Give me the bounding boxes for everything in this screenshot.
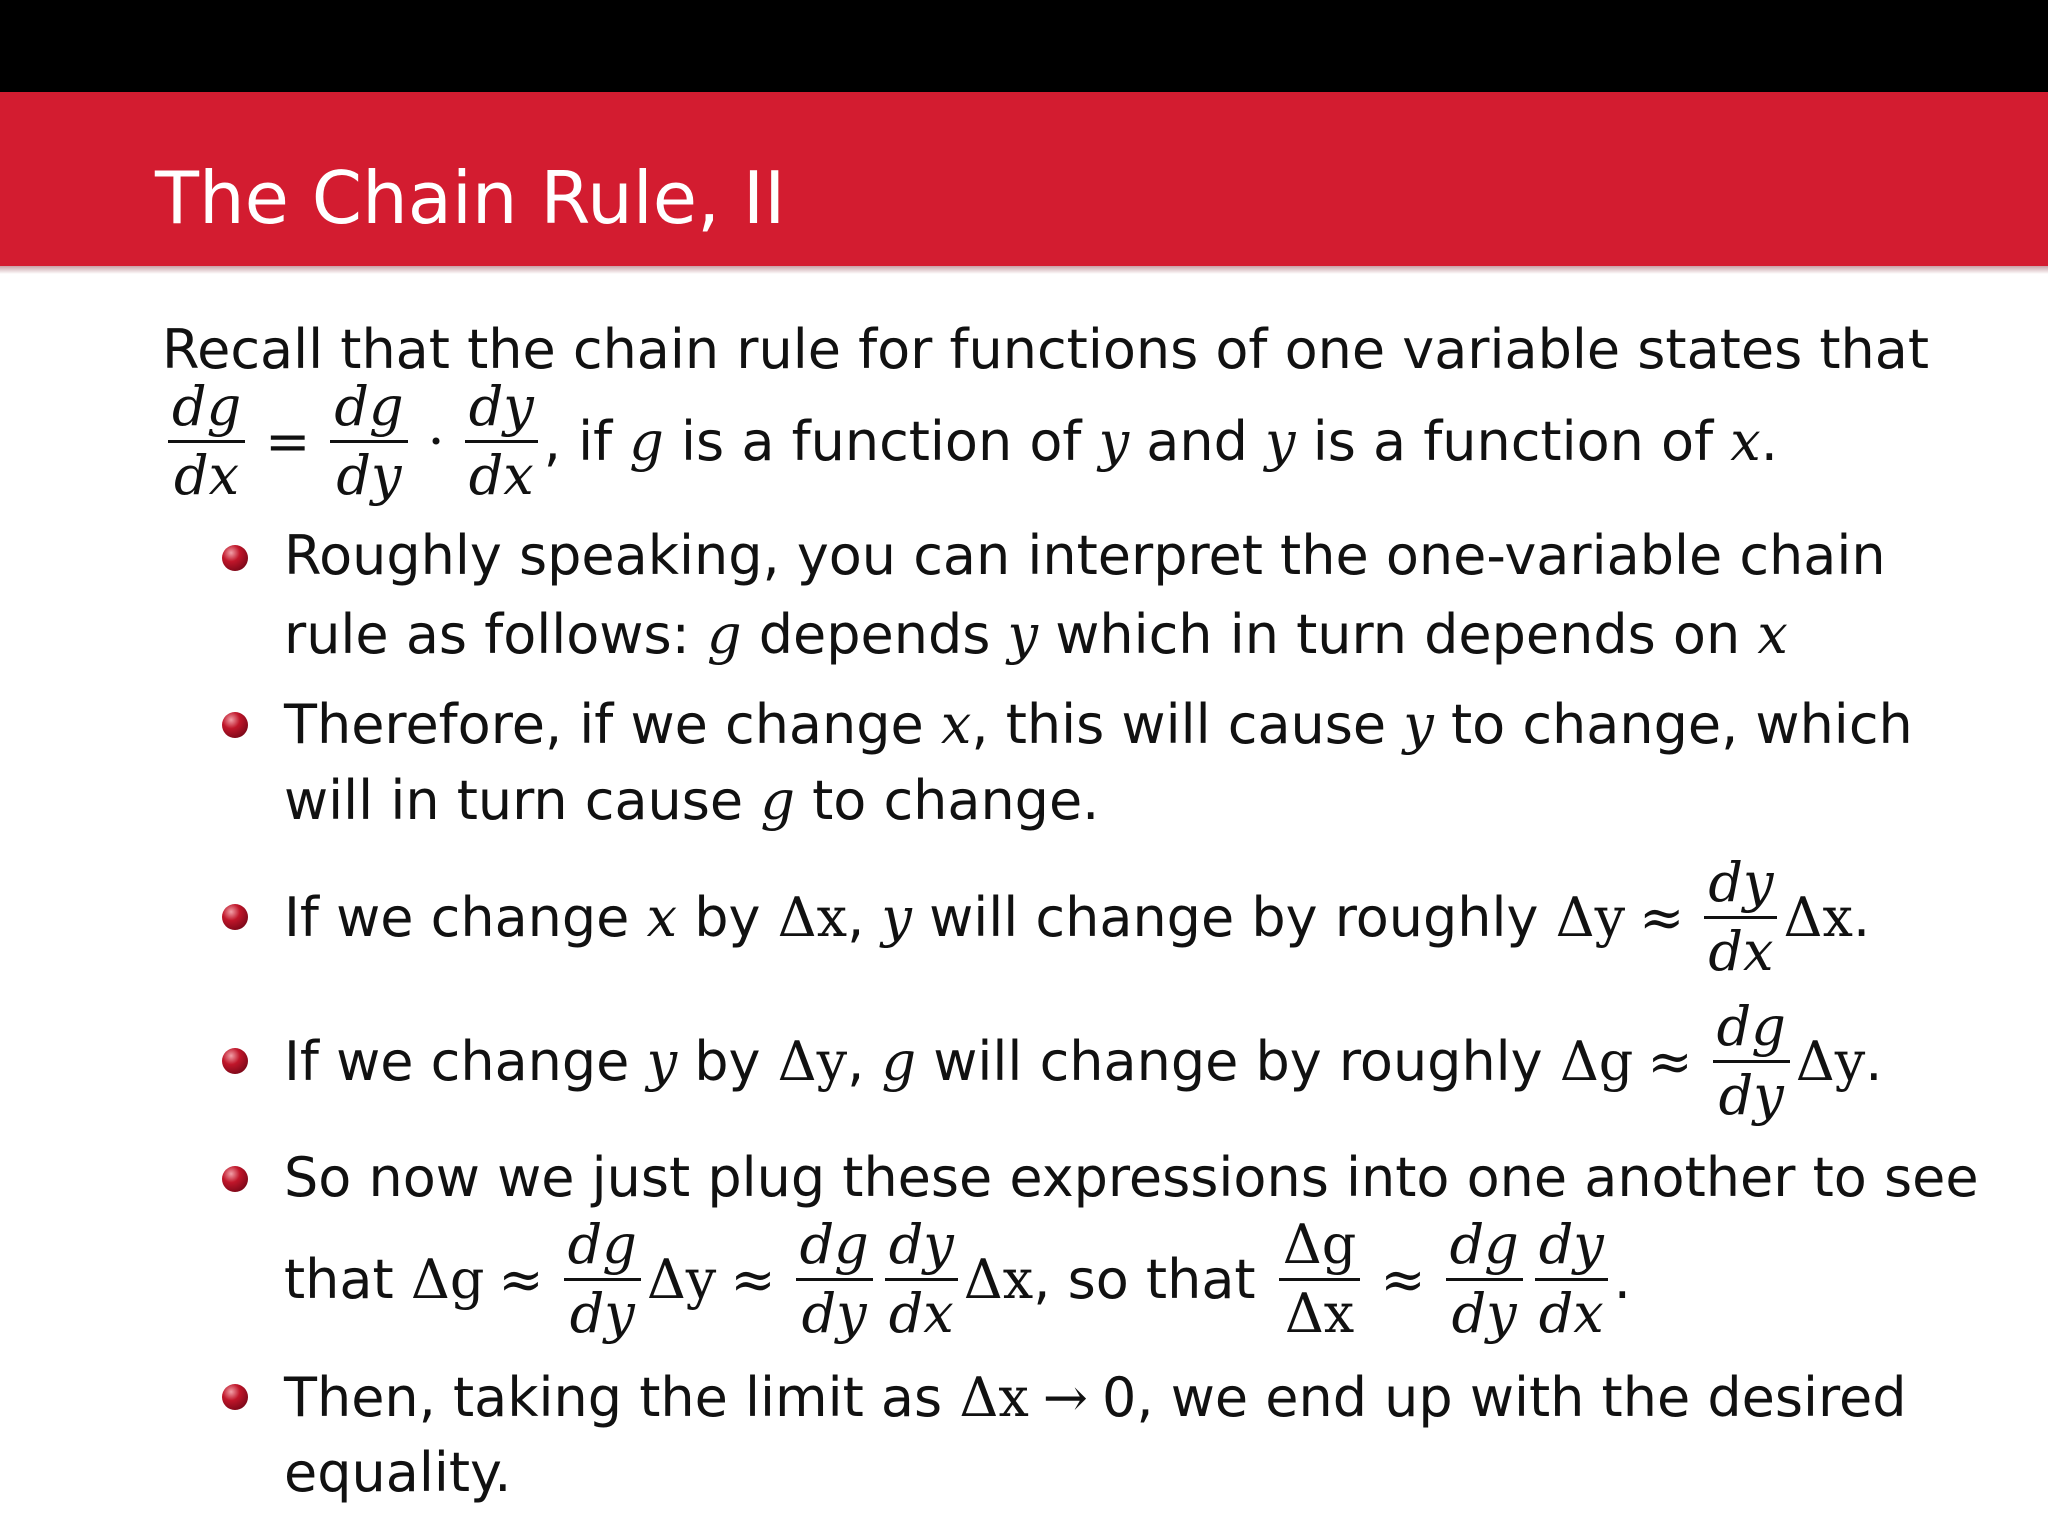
- bullet-5-line-1: So now we just plug these expressions into one another to see: [284, 1146, 1979, 1209]
- bullet-2-marker: [222, 712, 248, 738]
- bullet-6-marker: [222, 1384, 248, 1410]
- dot-operator: ·: [427, 409, 445, 473]
- bullet-6-line-2: equality.: [284, 1441, 512, 1504]
- bullet-2-line-2: will in turn cause g to change.: [284, 768, 1100, 832]
- equals-sign: =: [265, 409, 311, 473]
- bullet-5-line-2: that Δg ≈ $\frac{dg}{dy}$ Δy ≈ $\frac{dg}{dy}$ $\frac{dy}{dx}$ Δx , so that $\frac{\Delta g}{\Delta x}$ ≈ $\frac{dg}{dy}$ $\frac{dy}{dx}$ .: [284, 1212, 1631, 1345]
- fraction-dy-dx: $\frac{dy}{dx}$: [1535, 1218, 1608, 1341]
- approx-sign: ≈: [498, 1247, 544, 1311]
- bullet-5-marker: [222, 1166, 248, 1192]
- fraction-dy-dx: $\frac{dy}{dx}$: [1704, 856, 1777, 979]
- arrow-sign: →: [1042, 1365, 1089, 1429]
- bullet-4-line: If we change y by Δy , g will change by roughly Δg ≈ $\frac{dg}{dy}$ Δy .: [284, 994, 1883, 1127]
- bullet-6-line-1: Then, taking the limit as Δx → 0, we end up with the desired: [284, 1365, 1907, 1429]
- approx-sign: ≈: [1380, 1247, 1426, 1311]
- bullet-3-line: If we change x by Δx , y will change by roughly Δy ≈ $\frac{dy}{dx}$ Δx .: [284, 850, 1871, 983]
- intro-line-1: Recall that the chain rule for functions of one variable states that: [162, 318, 1930, 381]
- bullet-3-marker: [222, 904, 248, 930]
- bullet-4-marker: [222, 1048, 248, 1074]
- approx-sign: ≈: [1639, 885, 1685, 949]
- intro-line-2: $\frac{dg}{dx}$ = $\frac{dg}{dy}$ · $\frac{dy}{dx}$ , if g is a function of y and y is a function of x .: [162, 403, 1778, 479]
- slide-title: The Chain Rule, II: [155, 156, 786, 240]
- fraction-dg-dy: $\frac{dg}{dy}$: [1713, 1000, 1790, 1123]
- title-bar: [0, 92, 2048, 266]
- top-black-band: [0, 0, 2048, 92]
- fraction-dg-dx: $\frac{dg}{dx}$: [168, 380, 245, 503]
- approx-sign: ≈: [730, 1247, 776, 1311]
- bullet-1-line-2: rule as follows: g depends y which in turn depends on x: [284, 602, 1788, 666]
- bullet-1-marker: [222, 545, 248, 571]
- fraction-dy-dx: $\frac{dy}{dx}$: [465, 380, 538, 503]
- fraction-dg-dy: $\frac{dg}{dy}$: [330, 380, 407, 503]
- bullet-2-line-1: Therefore, if we change x , this will cause y to change, which: [284, 692, 1913, 756]
- fraction-dg-dy: $\frac{dg}{dy}$: [564, 1218, 641, 1341]
- bullet-1-line-1: Roughly speaking, you can interpret the one-variable chain: [284, 524, 1886, 587]
- fraction-dg-dy: $\frac{dg}{dy}$: [796, 1218, 873, 1341]
- fraction-dg-dy: $\frac{dg}{dy}$: [1446, 1218, 1523, 1341]
- approx-sign: ≈: [1647, 1029, 1693, 1093]
- fraction-dy-dx: $\frac{dy}{dx}$: [885, 1218, 958, 1341]
- fraction-delta-g-delta-x: $\frac{\Delta g}{\Delta x}$: [1279, 1218, 1361, 1341]
